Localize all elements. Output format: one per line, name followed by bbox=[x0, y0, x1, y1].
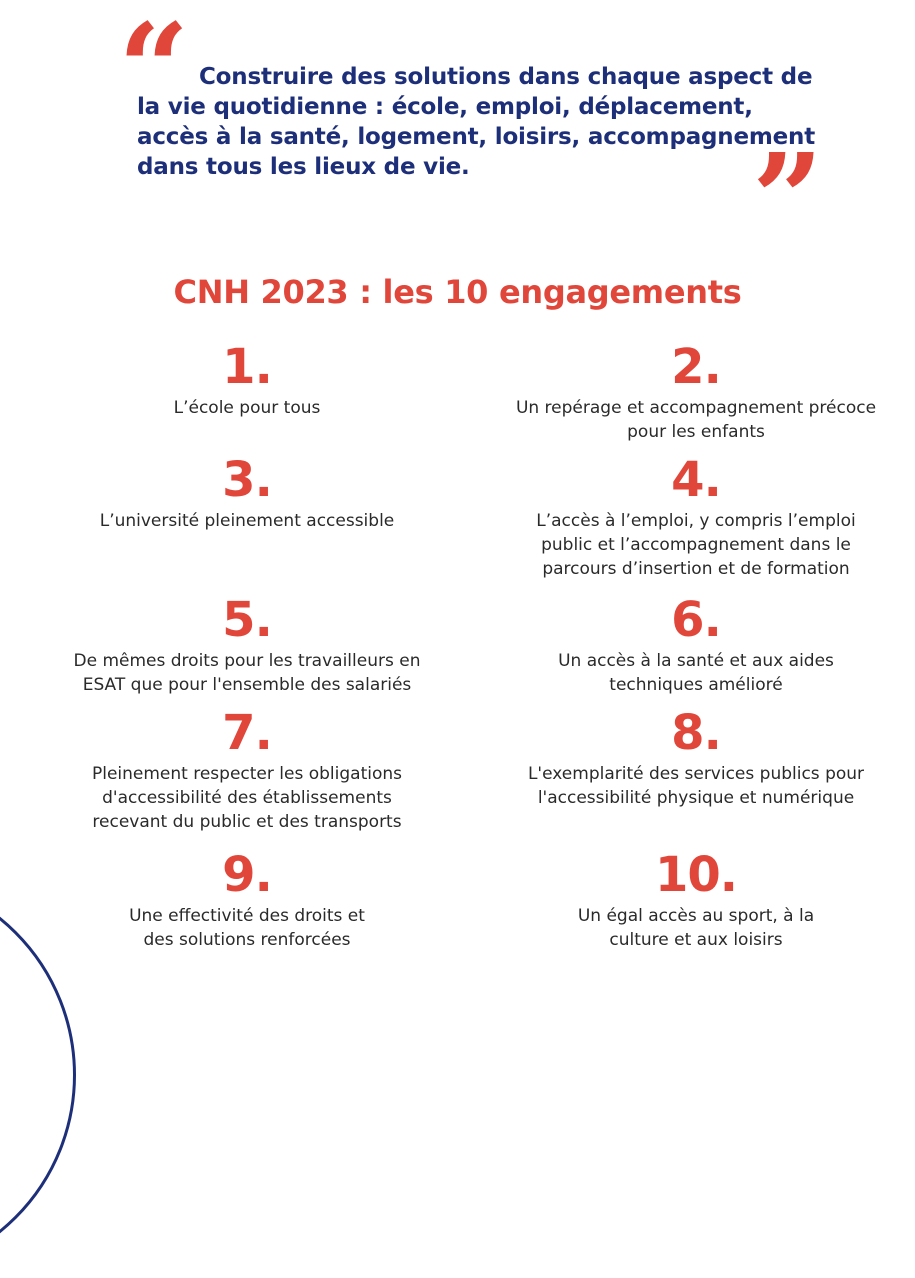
engagement-4 bbox=[486, 453, 906, 581]
engagement-number: 6. bbox=[671, 592, 721, 648]
engagement-2 bbox=[486, 340, 906, 444]
engagement-number: 10. bbox=[654, 847, 738, 903]
engagement-text: Un égal accès au sport, à la culture et aux loisirs bbox=[577, 906, 815, 950]
engagement-number: 8. bbox=[671, 705, 721, 761]
engagement-5 bbox=[37, 593, 457, 697]
engagement-text: L’école pour tous bbox=[173, 398, 321, 418]
page-title: CNH 2023 : les 10 engagements bbox=[173, 273, 742, 311]
engagement-number: 4. bbox=[671, 452, 721, 508]
engagement-10 bbox=[486, 848, 906, 952]
engagement-1 bbox=[37, 340, 457, 420]
engagement-number: 9. bbox=[222, 847, 272, 903]
quote-text: Construire des solutions dans chaque aspect de la vie quotidienne : école, emploi, déplacement, accès à la santé, logement, loisirs, accompagnement dans tous les lieux de vie. bbox=[137, 64, 816, 180]
engagement-6 bbox=[486, 593, 906, 697]
engagement-text: L'exemplarité des services publics pour l'accessibilité physique et numérique bbox=[527, 764, 865, 808]
engagement-text: De mêmes droits pour les travailleurs en ESAT que pour l'ensemble des salariés bbox=[73, 651, 421, 695]
engagement-7 bbox=[37, 706, 457, 834]
engagement-number: 7. bbox=[222, 705, 272, 761]
engagement-number: 5. bbox=[222, 592, 272, 648]
engagement-3 bbox=[37, 453, 457, 533]
close-quote-icon: ” bbox=[752, 127, 824, 272]
engagement-8 bbox=[486, 706, 906, 810]
engagement-text: L’université pleinement accessible bbox=[99, 511, 395, 531]
engagement-number: 3. bbox=[222, 452, 272, 508]
open-quote-icon: “ bbox=[118, 0, 190, 142]
engagement-number: 2. bbox=[671, 339, 721, 395]
engagement-text: L’accès à l’emploi, y compris l’emploi public et l’accompagnement dans le parcours d’insertion et de formation bbox=[536, 511, 856, 579]
quote-block bbox=[0, 0, 915, 272]
engagement-text: Une effectivité des droits et des solutions renforcées bbox=[129, 906, 365, 950]
engagement-text: Un accès à la santé et aux aides techniques amélioré bbox=[558, 651, 834, 695]
engagement-text: Pleinement respecter les obligations d'accessibilité des établissements recevant du public et des transports bbox=[91, 764, 402, 832]
engagement-text: Un repérage et accompagnement précoce pour les enfants bbox=[515, 398, 877, 442]
engagement-number: 1. bbox=[222, 339, 272, 395]
engagement-9 bbox=[37, 848, 457, 952]
